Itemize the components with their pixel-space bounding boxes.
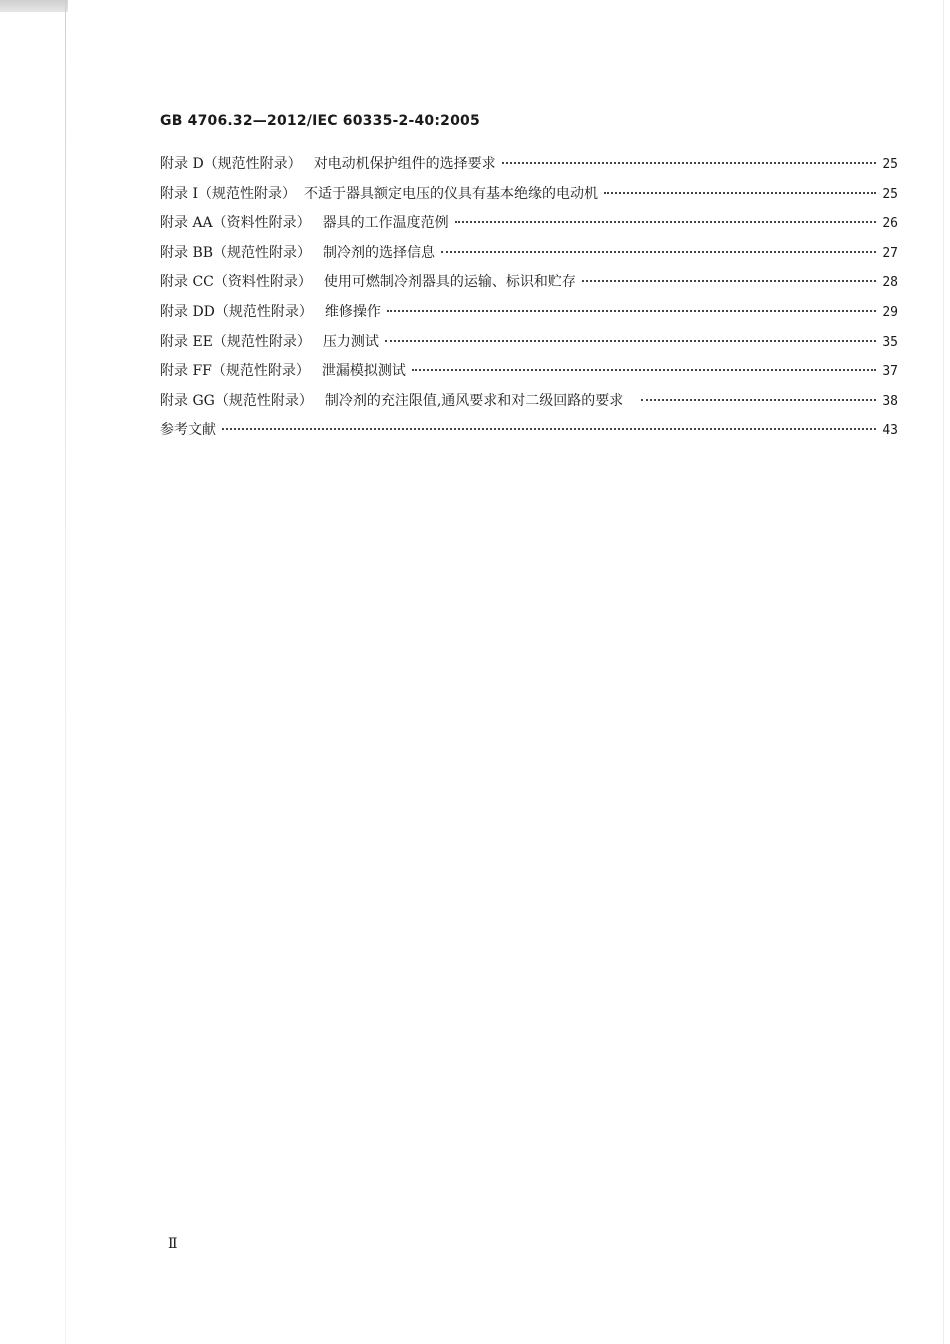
toc-entry-label: 附录 I（规范性附录）: [160, 185, 296, 202]
toc-entry-page: 27: [882, 245, 898, 261]
page-number: Ⅱ: [168, 1236, 178, 1252]
toc-entry-label: 参考文献: [160, 422, 216, 439]
toc-leader-dots: [385, 339, 876, 342]
toc-entry-page: 43: [882, 423, 898, 439]
toc-entry-annex-gg[interactable]: [160, 390, 898, 420]
toc-entry-label: 附录 GG（规范性附录）: [160, 392, 313, 409]
toc-entry-page: 37: [882, 364, 898, 380]
toc-leader-dots: [641, 398, 876, 401]
table-of-contents: [160, 153, 898, 449]
scan-binding-line: [65, 0, 66, 1344]
toc-entry-annex-d[interactable]: [160, 153, 898, 183]
toc-entry-title: 使用可燃制冷剂器具的运输、标识和贮存: [323, 274, 576, 291]
toc-entry-title: 维修操作: [324, 303, 381, 320]
toc-entry-annex-ff[interactable]: [160, 360, 898, 390]
toc-entry-title: 不适于器具额定电压的仪具有基本绝缘的电动机: [303, 185, 598, 202]
toc-entry-annex-cc[interactable]: [160, 271, 898, 301]
toc-entry-label: 附录 DD（规范性附录）: [160, 303, 313, 320]
toc-entry-title: 制冷剂的充注限值,通风要求和对二级回路的要求: [324, 392, 624, 409]
toc-entry-page: 35: [882, 334, 898, 350]
scan-edge-shadow: [0, 0, 68, 12]
toc-entry-annex-i[interactable]: [160, 183, 898, 213]
toc-entry-label: 附录 AA（资料性附录）: [160, 215, 311, 232]
toc-entry-label: 附录 CC（资料性附录）: [160, 274, 312, 291]
toc-entry-title: 压力测试: [322, 333, 379, 350]
toc-entry-title: 对电动机保护组件的选择要求: [313, 156, 496, 172]
toc-entry-page: 25: [882, 157, 898, 172]
toc-leader-dots: [502, 161, 877, 164]
toc-entry-page: 28: [882, 275, 898, 291]
toc-entry-label: 附录 FF（规范性附录）: [160, 363, 310, 380]
toc-entry-annex-dd[interactable]: [160, 301, 898, 331]
toc-entry-label: 附录 EE（规范性附录）: [160, 333, 311, 350]
toc-entry-label: 附录 BB（规范性附录）: [160, 244, 312, 261]
toc-entry-page: 26: [882, 216, 898, 232]
toc-leader-dots: [387, 309, 876, 312]
toc-leader-dots: [412, 368, 876, 371]
toc-entry-label: 附录 D（规范性附录）: [160, 156, 302, 172]
standard-number-header: GB 4706.32—2012/IEC 60335-2-40:2005: [160, 113, 480, 129]
toc-entry-annex-aa[interactable]: [160, 212, 898, 242]
toc-entry-annex-ee[interactable]: [160, 331, 898, 361]
toc-leader-dots: [582, 279, 876, 282]
toc-entry-annex-bb[interactable]: [160, 242, 898, 272]
toc-leader-dots: [604, 191, 876, 194]
toc-entry-bibliography[interactable]: [160, 419, 898, 449]
toc-entry-page: 25: [882, 186, 898, 202]
toc-entry-title: 制冷剂的选择信息: [323, 244, 436, 261]
toc-entry-title: 器具的工作温度范例: [322, 215, 449, 232]
toc-leader-dots: [441, 250, 876, 253]
toc-leader-dots: [455, 220, 877, 223]
scan-right-edge: [943, 0, 944, 1344]
toc-entry-page: 38: [882, 393, 898, 409]
toc-leader-dots: [222, 427, 876, 430]
toc-entry-title: 泄漏模拟测试: [321, 363, 406, 380]
toc-entry-page: 29: [882, 304, 898, 320]
